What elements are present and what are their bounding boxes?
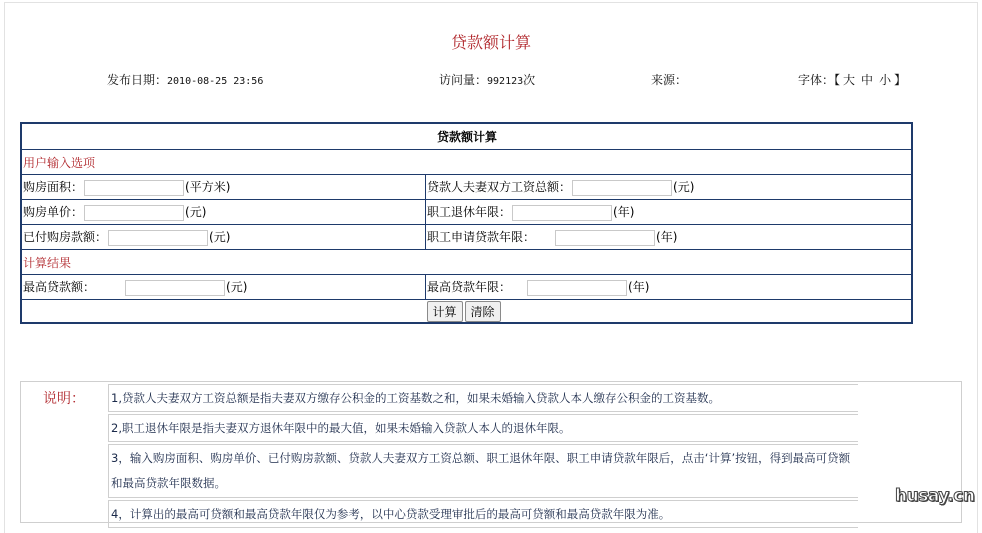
result-row (21, 275, 912, 300)
max-loan-term-unit: (年) (628, 280, 650, 295)
input-section-title: 用户输入选项 (21, 150, 912, 175)
max-loan-amount-label: 最高贷款额： (23, 280, 96, 295)
paid-amount-input[interactable] (108, 230, 208, 246)
font-size-label: 字体： (798, 73, 835, 87)
form-row (21, 175, 912, 200)
notes-label: 说明： (43, 391, 85, 407)
paid-amount-unit: (元) (209, 230, 231, 245)
note-item: 1,贷款人夫妻双方工资总额是指夫妻双方缴存公积金的工资基数之和，如果未婚输入贷款人本人缴存公积金的工资基数。 (108, 384, 858, 412)
font-size-small[interactable]: 小 (879, 73, 892, 87)
unit-price-label: 购房单价： (23, 205, 84, 220)
max-loan-amount-unit: (元) (226, 280, 248, 295)
bracket-open: 【 (834, 73, 841, 87)
form-row (21, 225, 912, 250)
clear-button[interactable]: 清除 (465, 301, 501, 322)
visit-count-value: 992123 (487, 76, 524, 87)
publish-date-value: 2010-08-25 23:56 (167, 76, 264, 87)
font-size-switcher (798, 71, 906, 88)
bracket-close: 】 (894, 73, 907, 87)
notes-panel (20, 381, 962, 523)
form-row (21, 200, 912, 225)
loan-term-unit: (年) (656, 230, 678, 245)
loan-calculator-form (20, 122, 913, 324)
house-area-input[interactable] (84, 180, 184, 196)
visit-count-unit: 次 (523, 73, 536, 87)
visit-count (439, 71, 535, 88)
house-area-label: 购房面积： (23, 180, 84, 195)
result-section-title: 计算结果 (21, 250, 912, 275)
form-header: 贷款额计算 (21, 123, 912, 150)
watermark-logo: husay.cn (895, 486, 975, 506)
couple-salary-input[interactable] (572, 180, 672, 196)
couple-salary-label: 贷款人夫妻双方工资总额： (427, 180, 572, 195)
notes-list (108, 384, 858, 530)
note-item: 3，输入购房面积、购房单价、已付购房款额、贷款人夫妻双方工资总额、职工退休年限、职工申请贷款年限后，点击‘计算’按钮，得到最高可贷额和最高贷款年限数据。 (108, 444, 858, 498)
max-loan-term-output[interactable] (527, 280, 627, 296)
note-item: 4，计算出的最高可贷额和最高贷款年限仅为参考，以中心贷款受理审批后的最高可贷额和最高贷款年限为准。 (108, 500, 858, 528)
font-size-large[interactable]: 大 (843, 73, 856, 87)
loan-term-label: 职工申请贷款年限： (427, 230, 536, 245)
couple-salary-unit: (元) (673, 180, 695, 195)
unit-price-input[interactable] (84, 205, 184, 221)
paid-amount-label: 已付购房款额： (23, 230, 108, 245)
font-size-medium[interactable]: 中 (861, 73, 874, 87)
loan-term-input[interactable] (555, 230, 655, 246)
visit-count-label: 访问量： (439, 73, 488, 87)
note-item: 2,职工退休年限是指夫妻双方退休年限中的最大值，如果未婚输入贷款人本人的退休年限。 (108, 414, 858, 442)
retirement-years-unit: (年) (613, 205, 635, 220)
page-title: 贷款额计算 (450, 33, 531, 52)
source-label: 来源： (651, 73, 688, 87)
calculate-button[interactable]: 计算 (427, 301, 463, 322)
unit-price-unit: (元) (185, 205, 207, 220)
house-area-unit: (平方米) (185, 180, 231, 195)
publish-date (107, 71, 263, 88)
retirement-years-input[interactable] (512, 205, 612, 221)
source (651, 71, 687, 88)
max-loan-amount-output[interactable] (125, 280, 225, 296)
publish-date-label: 发布日期： (107, 73, 168, 87)
max-loan-term-label: 最高贷款年限： (427, 280, 512, 295)
retirement-years-label: 职工退休年限： (427, 205, 512, 220)
